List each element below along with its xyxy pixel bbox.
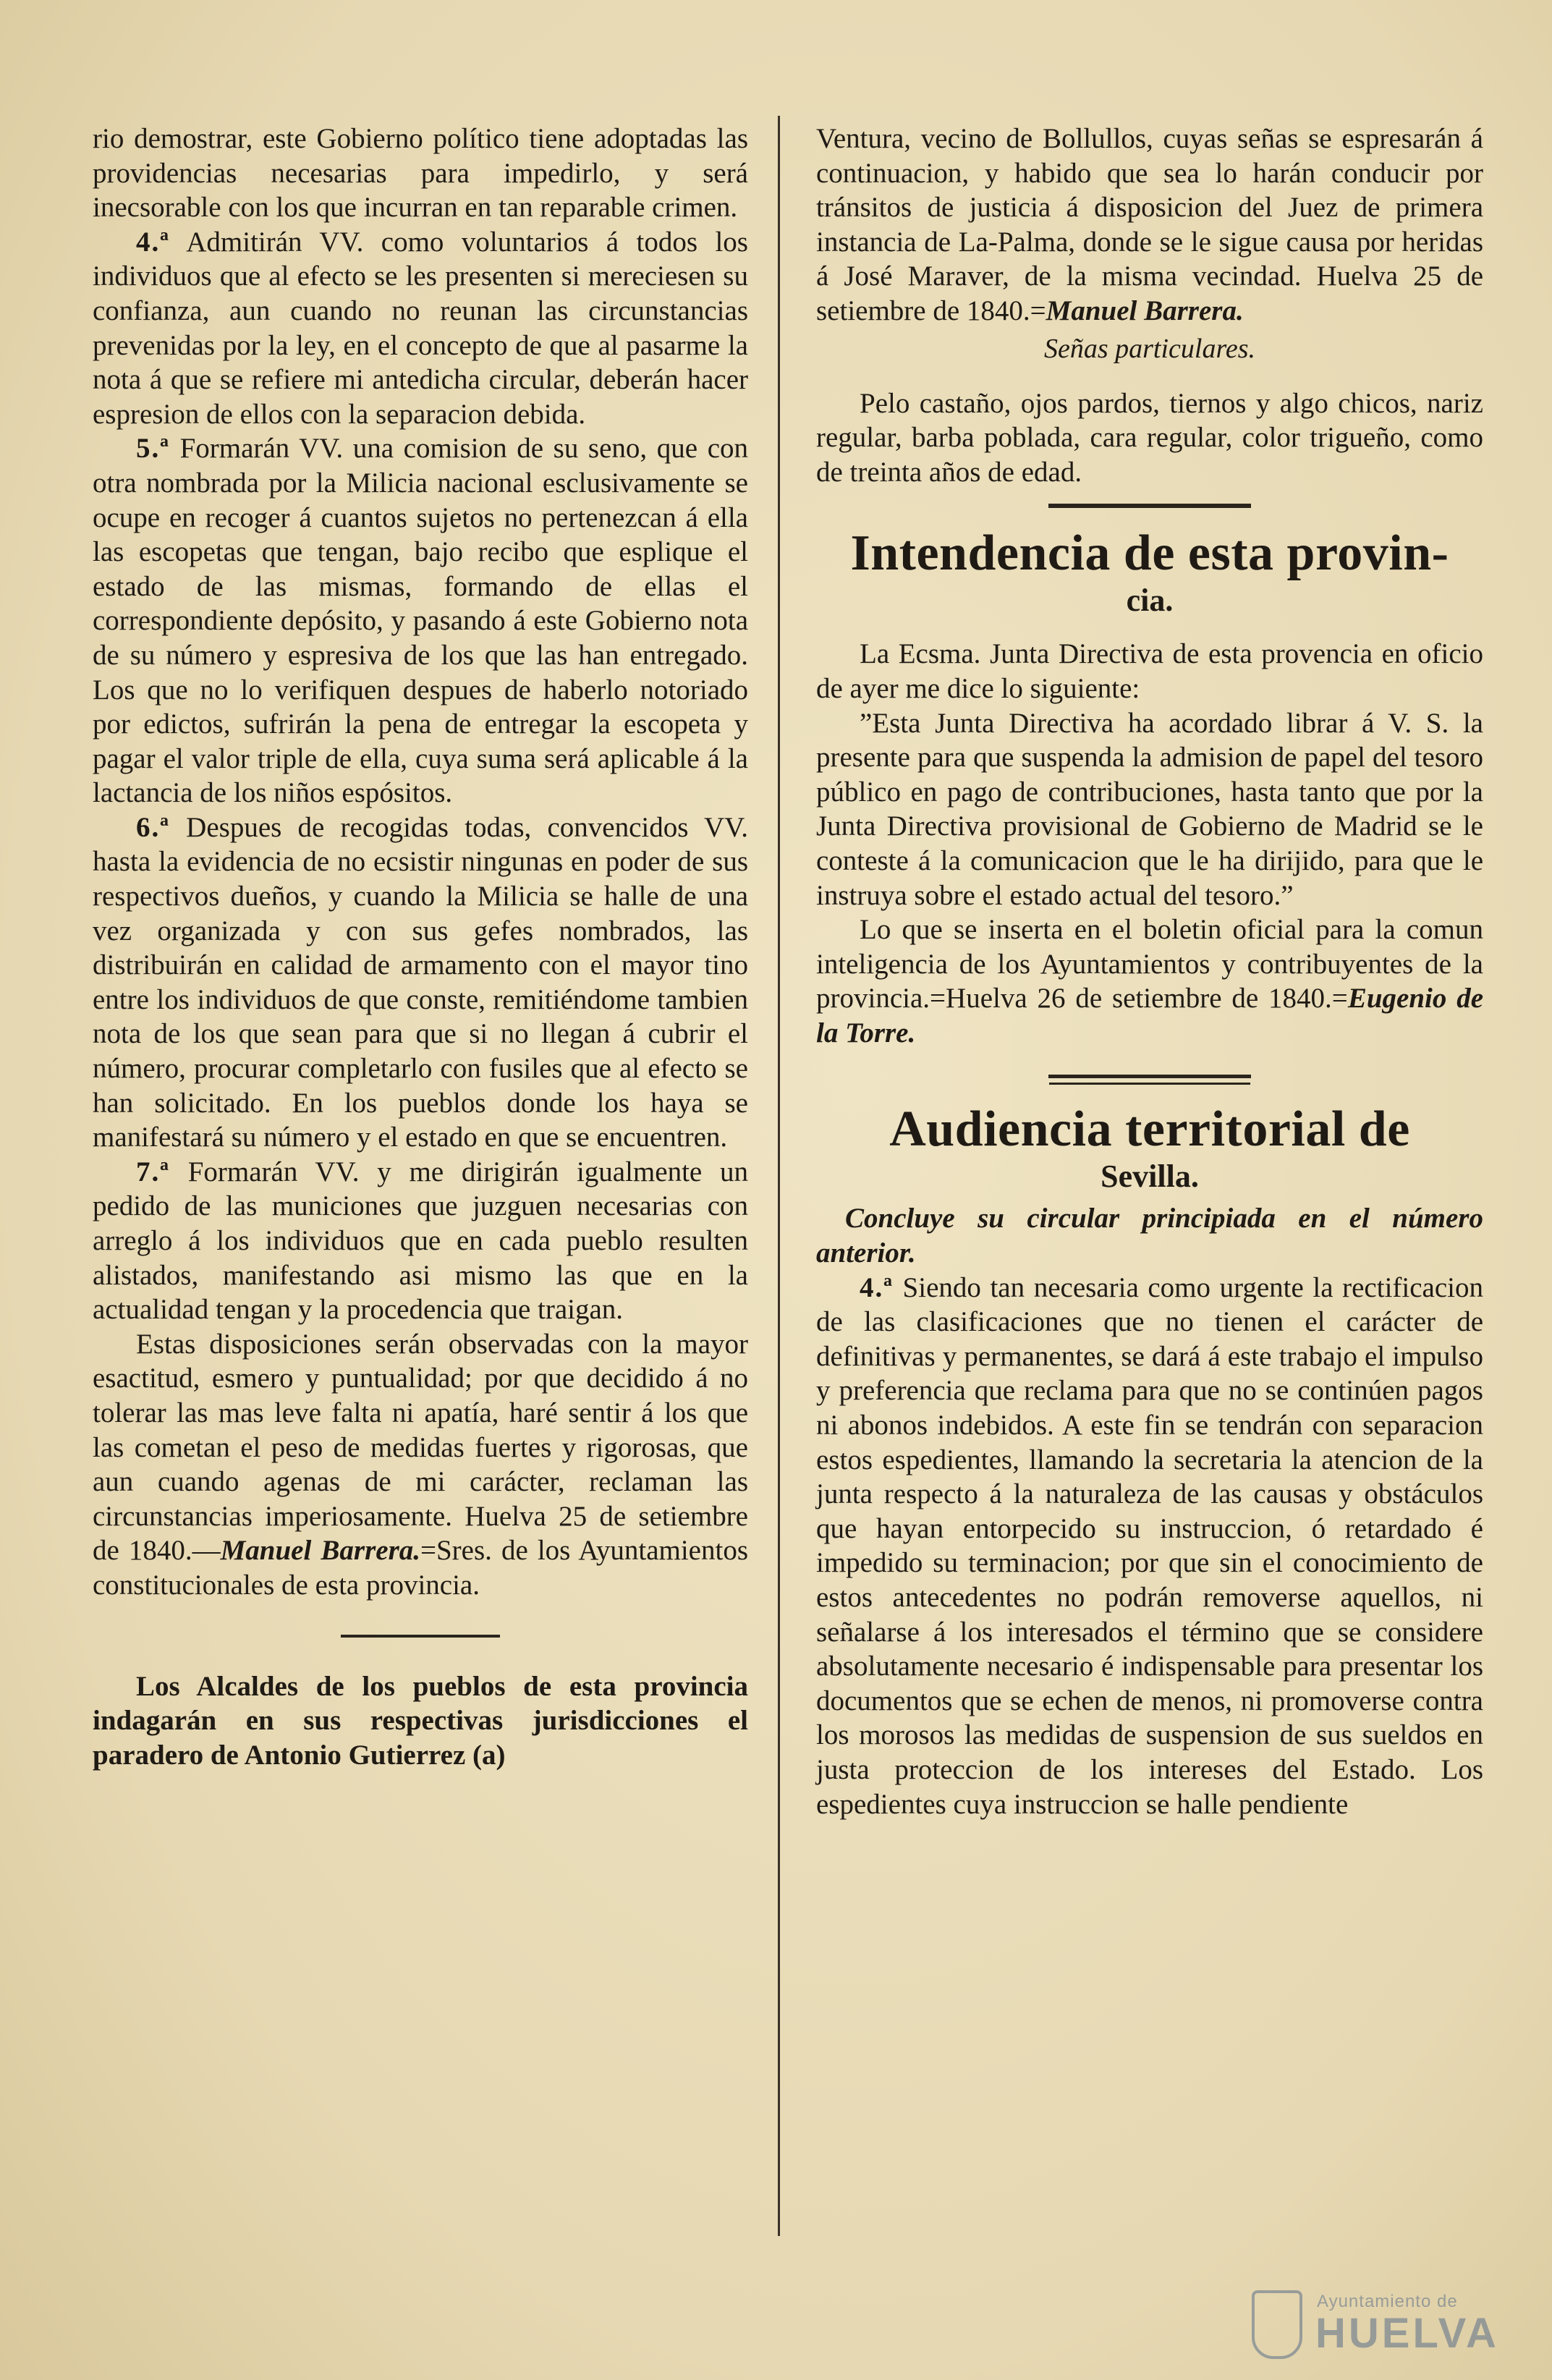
alcaldes-notice: Los Alcaldes de los pueblos de esta provincia indagarán en sus respectivas jurisdicciones el paradero de Antonio Gutierrez (a) xyxy=(93,1670,748,1771)
right-column xyxy=(816,122,1483,1821)
intendencia-closing xyxy=(816,912,1483,1050)
article-text: Despues de recogidas todas, convencidos VV. hasta la evidencia de no ecsistir ningunas en poder de sus respectivos dueños, y cuando la Milicia se halle de una vez organizada y con sus gefes nombrados, las distribuirán en calidad de armamento con el mayor tino entre los individuos de que conste, remitiéndome tambien nota de los que sean para que si no llegan á cubrir el número, procurar completarlo con fusiles que al efecto se han solicitado. En los pueblos donde los haya se manifestará su número y el estado en que se encuentren. xyxy=(93,811,748,1153)
article-number: 5.ª xyxy=(136,433,170,465)
section-heading-intendencia: Intendencia de esta provin- xyxy=(850,525,1449,582)
article-7 xyxy=(93,1155,748,1327)
addressee: =Sres. de los Ayuntamientos constitucionales de esta provincia. xyxy=(93,1535,748,1601)
archive-watermark xyxy=(1252,2290,1498,2370)
audiencia-lead: Concluye su circular principiada en el número anterior. xyxy=(816,1203,1483,1269)
section-divider xyxy=(1048,1075,1251,1078)
coat-of-arms-icon xyxy=(1252,2290,1302,2359)
signature: Eugenio de la Torre. xyxy=(816,983,1483,1049)
audiencia-article-4 xyxy=(816,1271,1483,1822)
section-divider xyxy=(341,1635,500,1638)
signature: Manuel Barrera. xyxy=(1046,295,1244,326)
article-4 xyxy=(93,225,748,432)
article-text: Admitirán VV. como voluntarios á todos los individuos que al efecto se les presenten si mereciesen su confianza, aun cuando no reunan las circunstancias prevenidas por la ley, en el concepto de que al pasarme la nota á que se refiere mi antedicha circular, deberán hacer espresion de ellos con la separacion debida. xyxy=(93,226,748,430)
senas-description: Pelo castaño, ojos pardos, tiernos y algo chicos, nariz regular, barba poblada, cara regular, color trigueño, como de treinta años de edad. xyxy=(816,387,1483,488)
article-text: Formarán VV. una comision de su seno, que con otra nombrada por la Milicia nacional esclusivamente se ocupe en recoger á cuantos sujetos no pertenezcan á ella las escopetas que tengan, bajo recibo que esplique el estado de las mismas, formando de ellas el correspondiente depósito, y pasando á este Gobierno nota de su número y espresiva de los que las han entregado. Los que no lo verifiquen despues de haberlo notoriado por edictos, sufrirán la pena de entregar la escopeta y pagar el valor triple de ella, cuya suma será aplicable á la lactancia de los niños espósitos. xyxy=(93,433,748,809)
notice-continuation xyxy=(816,122,1483,329)
article-text: Siendo tan necesaria como urgente la rectificacion de las clasificaciones que no tienen el carácter de definitivas y permanentes, se dará á este trabajo el impulso y preferencia que reclama para que no se continúen pagos ni abonos indebidos. A este fin se tendrán con separacion estos espedientes, llamando la secretaria la atencion de la junta respecto á la naturaleza de las causas y obstáculos que hayan entorpecido su instruccion, ó retardado é impedido su terminacion; por que sin el conocimiento de estos antecedentes no podrán removerse aquellos, ni señalarse á los interesados el término que se considere absolutamente necesario é indispensable para presentar los documentos que se echen de menos, ni promoverse contra los morosos las medidas de suspension de sus sueldos en justa proteccion de los intereses del Estado. Los espedientes cuya instruccion se halle pendiente xyxy=(816,1271,1483,1820)
article-number: 4.ª xyxy=(860,1271,894,1303)
notice-text: Ventura, vecino de Bollullos, cuyas señas se espresarán á continuacion, y habido que sea lo harán conducir por tránsitos de justicia á disposicion del Juez de primera instancia de La-Palma, donde se le sigue causa por heridas á José Maraver, de la misma vecindad. Huelva 25 de setiembre de 1840.= xyxy=(816,123,1483,326)
article-5 xyxy=(93,431,748,810)
paragraph-continuation: rio demostrar, este Gobierno político tiene adoptadas las providencias necesarias para impedirlo, y será inecsorable con los que incurran en tan reparable crimen. xyxy=(93,123,748,224)
section-heading-audiencia-cont: Sevilla. xyxy=(1101,1159,1199,1195)
watermark-big-text: HUELVA xyxy=(1315,2310,1499,2357)
article-text: Formarán VV. y me dirigirán igualmente un pedido de las municiones que juzguen necesarias con arreglo á los individuos que en cada pueblo resulten alistados, manifestando asi mismo las que en la actualidad tengan y la procedencia que traigan. xyxy=(93,1156,748,1326)
closing-paragraph xyxy=(93,1327,748,1603)
senas-title: Señas particulares. xyxy=(1043,333,1255,364)
watermark-small-text: Ayuntamiento de xyxy=(1317,2292,1458,2311)
closing-text: Estas disposiciones serán observadas con la mayor esactitud, esmero y puntualidad; por que decidido á no tolerar las mas leve falta ni apatía, haré sentir á los que las cometan el peso de medidas fuertes y rigorosas, que aun cuando agenas de mi carácter, reclaman las circunstancias imperiosamente. Huelva 25 de setiembre de 1840.— xyxy=(93,1328,748,1567)
article-6 xyxy=(93,810,748,1155)
signature: Manuel Barrera. xyxy=(220,1535,420,1567)
intendencia-quote: ”Esta Junta Directiva ha acordado librar á V. S. la presente para que suspenda la admision de papel del tesoro público en pago de contribuciones, hasta tanto que por la Junta Directiva provisional de Gobierno de Madrid se le conteste á la comunicacion que le ha dirijido, para que le instruya sobre el estado actual del tesoro.” xyxy=(816,707,1483,911)
section-divider xyxy=(1048,504,1251,508)
left-column xyxy=(93,122,748,1772)
article-number: 6.ª xyxy=(136,811,170,843)
intendencia-intro: La Ecsma. Junta Directiva de esta provencia en oficio de ayer me dice lo siguiente: xyxy=(816,638,1483,704)
article-number: 4.ª xyxy=(136,226,170,258)
section-heading-audiencia: Audiencia territorial de xyxy=(889,1101,1410,1158)
section-heading-intendencia-cont: cia. xyxy=(1126,583,1174,619)
article-number: 7.ª xyxy=(136,1156,170,1187)
closing-text: Lo que se inserta en el boletin oficial para la comun inteligencia de los Ayuntamientos y contribuyentes de la provincia.=Huelva 26 de setiembre de 1840.= xyxy=(816,914,1483,1015)
column-rule xyxy=(778,116,780,2236)
